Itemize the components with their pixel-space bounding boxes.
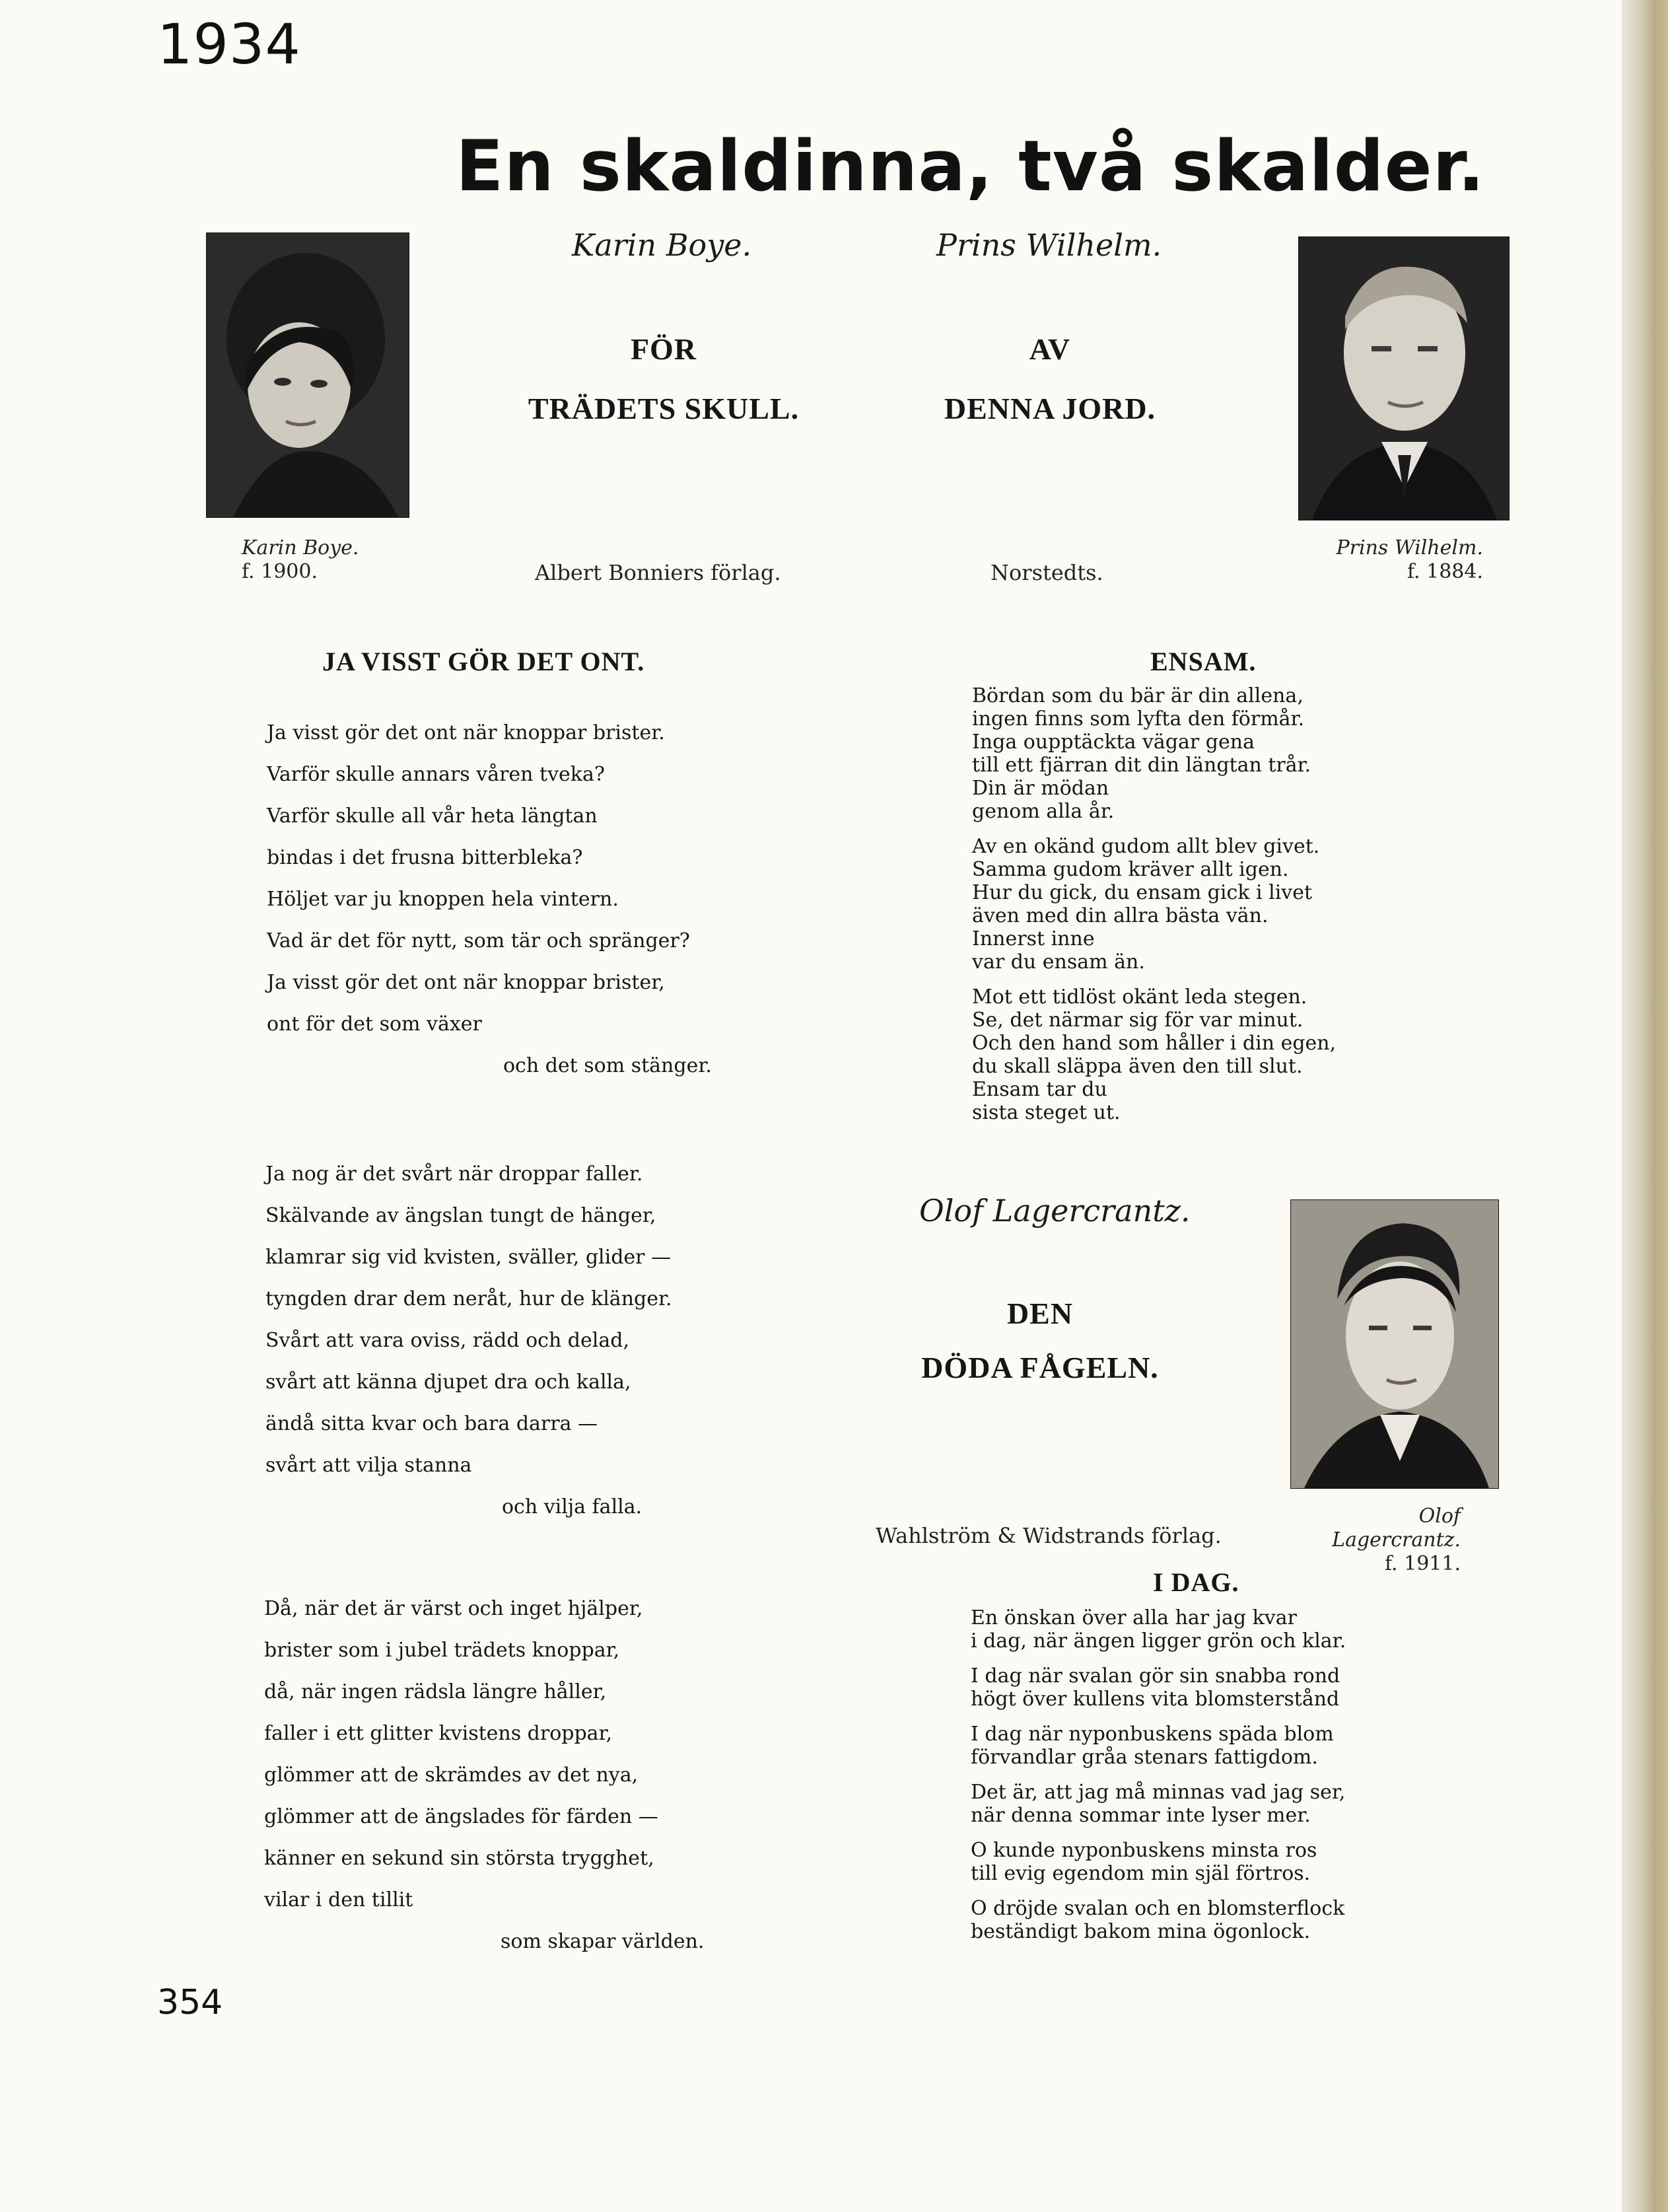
- poem-line: glömmer att de skrämdes av det nya,: [264, 1764, 639, 1787]
- poem-line: O dröjde svalan och en blomsterflock: [971, 1897, 1345, 1920]
- poem-line: svårt att vilja stanna: [265, 1454, 472, 1477]
- author-name-lagercrantz: Olof Lagercrantz.: [919, 1193, 1191, 1229]
- author-name-boye: Karin Boye.: [572, 227, 752, 263]
- author-name-wilhelm: Prins Wilhelm.: [936, 227, 1162, 263]
- poem-line: Varför skulle annars våren tveka?: [267, 763, 605, 786]
- caption-lagercrantz-name: Olof Lagercrantz.: [1332, 1505, 1461, 1552]
- poem-line: ingen finns som lyfta den förmår.: [972, 707, 1305, 731]
- poem-line: beständigt bakom mina ögonlock.: [971, 1920, 1311, 1943]
- caption-lagercrantz: [1288, 1505, 1461, 1576]
- portrait-karin-boye: [206, 232, 409, 518]
- book-title-boye-line1: FÖR: [630, 332, 697, 366]
- poem-ja-visst-stanza-2: [265, 1153, 741, 1528]
- poem-ensam-stanza-3: [972, 985, 1447, 1124]
- publisher-boye: Albert Bonniers förlag.: [535, 560, 781, 585]
- poem-line: högt över kullens vita blomsterstånd: [971, 1688, 1340, 1711]
- poem-ja-visst-stanza-3: [264, 1588, 740, 1962]
- poem-line: sista steget ut.: [972, 1101, 1121, 1124]
- poem-line: var du ensam än.: [972, 950, 1145, 974]
- book-title-wilhelm: [911, 320, 1189, 439]
- book-title-boye-line2: TRÄDETS SKULL.: [528, 392, 800, 425]
- poem-line: glömmer att de ängslades för färden —: [264, 1805, 658, 1828]
- poem-line: känner en sekund sin största trygghet,: [264, 1847, 654, 1870]
- poem-line: Ja nog är det svårt när droppar faller.: [265, 1162, 643, 1186]
- poem-line: Vad är det för nytt, som tär och spränger?: [267, 929, 690, 952]
- caption-lagercrantz-born: f. 1911.: [1385, 1552, 1461, 1575]
- poem-line: Höljet var ju knoppen hela vintern.: [267, 888, 619, 911]
- poem-line: och det som stänger.: [503, 1054, 712, 1077]
- poem-line: Skälvande av ängslan tungt de hänger,: [265, 1204, 656, 1227]
- poem-line: Din är mödan: [972, 777, 1109, 800]
- book-title-lagercrantz: [891, 1287, 1189, 1395]
- poem-line: O kunde nyponbuskens minsta ros: [971, 1839, 1317, 1862]
- page-title: En skaldinna, två skalder.: [456, 125, 1485, 207]
- poem-title-ja-visst: JA VISST GÖR DET ONT.: [322, 647, 645, 676]
- publisher-wilhelm: Norstedts.: [990, 560, 1103, 585]
- caption-wilhelm-born: f. 1884.: [1407, 560, 1483, 583]
- poem-line: Hur du gick, du ensam gick i livet: [972, 881, 1313, 904]
- poem-line: Ja visst gör det ont när knoppar brister,: [267, 971, 665, 994]
- book-title-boye: [515, 320, 812, 439]
- poem-line: Ja visst gör det ont när knoppar brister.: [267, 721, 665, 744]
- poem-line: ont för det som växer: [267, 1013, 482, 1036]
- poem-line: förvandlar gråa stenars fattigdom.: [971, 1746, 1318, 1769]
- poem-line: då, när ingen rädsla längre håller,: [264, 1680, 607, 1703]
- poem-line: Samma gudom kräver allt igen.: [972, 858, 1289, 881]
- poem-line: Innerst inne: [972, 927, 1095, 950]
- poem-line: till ett fjärran dit din längtan trår.: [972, 754, 1311, 777]
- poem-line: i dag, när ängen ligger grön och klar.: [971, 1629, 1346, 1653]
- poem-line: även med din allra bästa vän.: [972, 904, 1268, 927]
- book-title-lagercrantz-line2: DÖDA FÅGELN.: [921, 1351, 1159, 1384]
- poem-ensam-stanza-2: [972, 835, 1447, 974]
- poem-line: faller i ett glitter kvistens droppar,: [264, 1722, 613, 1745]
- poem-i-dag-stanza-3: [971, 1723, 1446, 1769]
- poem-line: bindas i det frusna bitterbleka?: [267, 846, 583, 869]
- poem-line: till evig egendom min själ förtros.: [971, 1862, 1311, 1885]
- poem-line: när denna sommar inte lyser mer.: [971, 1804, 1311, 1827]
- poem-line: Se, det närmar sig för var minut.: [972, 1009, 1303, 1032]
- poem-line: Av en okänd gudom allt blev givet.: [972, 835, 1320, 858]
- poem-i-dag-stanza-6: [971, 1897, 1446, 1943]
- poem-line: Bördan som du bär är din allena,: [972, 684, 1303, 707]
- poem-line: svårt att känna djupet dra och kalla,: [265, 1371, 631, 1394]
- poem-line: Varför skulle all vår heta längtan: [267, 804, 598, 828]
- caption-boye-name: Karin Boye.: [242, 536, 359, 559]
- poem-line: Ensam tar du: [972, 1078, 1107, 1101]
- poem-line: klamrar sig vid kvisten, sväller, glider —: [265, 1246, 672, 1269]
- poem-i-dag-stanza-4: [971, 1781, 1446, 1827]
- book-title-lagercrantz-line1: DEN: [1006, 1297, 1074, 1330]
- poem-ensam-stanza-1: [972, 684, 1447, 823]
- page-number: 354: [157, 1983, 223, 2022]
- caption-wilhelm: [1318, 536, 1483, 584]
- poem-line: Mot ett tidlöst okänt leda stegen.: [972, 985, 1307, 1009]
- poem-i-dag-stanza-1: [971, 1606, 1446, 1653]
- poem-line: vilar i den tillit: [264, 1888, 413, 1911]
- poem-line: brister som i jubel trädets knoppar,: [264, 1639, 620, 1662]
- poem-line: som skapar världen.: [501, 1930, 705, 1953]
- portrait-prins-wilhelm: [1298, 236, 1510, 520]
- year-heading: 1934: [157, 12, 301, 77]
- caption-wilhelm-name: Prins Wilhelm.: [1336, 536, 1483, 559]
- poem-line: Då, när det är värst och inget hjälper,: [264, 1597, 643, 1620]
- caption-boye: [242, 536, 359, 584]
- poem-line: Det är, att jag må minnas vad jag ser,: [971, 1781, 1346, 1804]
- poem-line: I dag när svalan gör sin snabba rond: [971, 1664, 1340, 1688]
- poem-line: Svårt att vara oviss, rädd och delad,: [265, 1329, 629, 1352]
- book-title-wilhelm-line2: DENNA JORD.: [944, 392, 1156, 425]
- poem-line: och vilja falla.: [502, 1495, 643, 1518]
- poem-line: ändå sitta kvar och bara darra —: [265, 1412, 598, 1435]
- caption-boye-born: f. 1900.: [242, 560, 318, 583]
- book-title-wilhelm-line1: AV: [1029, 332, 1071, 366]
- poem-line: En önskan över alla har jag kvar: [971, 1606, 1297, 1629]
- poem-line: genom alla år.: [972, 800, 1115, 823]
- poem-line: du skall släppa även den till slut.: [972, 1055, 1303, 1078]
- poem-line: Inga oupptäckta vägar gena: [972, 731, 1255, 754]
- poem-ja-visst-stanza-1: [267, 712, 742, 1087]
- poem-i-dag-stanza-5: [971, 1839, 1446, 1885]
- poem-line: Och den hand som håller i din egen,: [972, 1032, 1337, 1055]
- poem-title-ensam: ENSAM.: [1150, 647, 1257, 676]
- poem-line: tyngden drar dem neråt, hur de klänger.: [265, 1287, 672, 1310]
- poem-title-i-dag: I DAG.: [1153, 1567, 1239, 1597]
- poem-i-dag: [971, 1606, 1446, 1955]
- portrait-olof-lagercrantz: [1290, 1199, 1499, 1489]
- page-edge: [1622, 0, 1668, 2212]
- poem-ensam: [972, 684, 1447, 1136]
- publisher-lagercrantz: Wahlström & Widstrands förlag.: [876, 1523, 1222, 1548]
- poem-line: I dag när nyponbuskens späda blom: [971, 1723, 1334, 1746]
- poem-i-dag-stanza-2: [971, 1664, 1446, 1711]
